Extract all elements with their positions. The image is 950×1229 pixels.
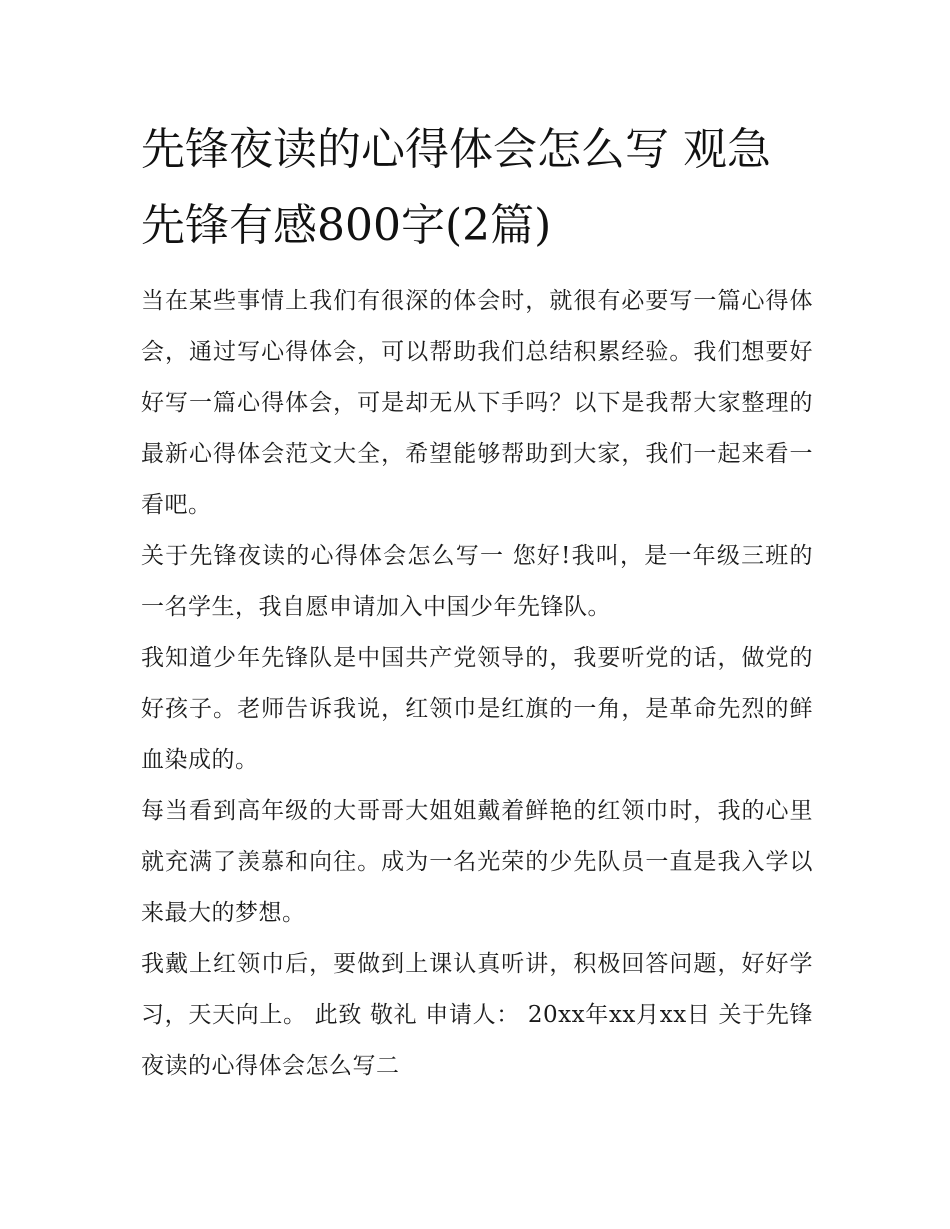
paragraph-3: 每当看到高年级的大哥哥大姐姐戴着鲜艳的红领巾时，我的心里就充满了羡慕和向往。成为一名光荣的少先队员一直是我入学以来最大的梦想。 bbox=[141, 798, 813, 926]
paragraph-2: 我知道少年先锋队是中国共产党领导的，我要听党的话，做党的好孩子。老师告诉我说，红领巾是红旗的一角，是革命先烈的鲜血染成的。 bbox=[141, 645, 813, 773]
paragraph-4: 我戴上红领巾后，要做到上课认真听讲，积极回答问题，好好学习，天天向上。 此致 敬礼 申请人： 20xx年xx月xx日 关于先锋夜读的心得体会怎么写二 bbox=[141, 951, 813, 1079]
document-page bbox=[141, 112, 813, 1092]
paragraph-intro: 当在某些事情上我们有很深的体会时，就很有必要写一篇心得体会，通过写心得体会，可以帮助我们总结积累经验。我们想要好好写一篇心得体会，可是却无从下手吗？以下是我帮大家整理的最新心得体会范文大全，希望能够帮助到大家，我们一起来看一看吧。 bbox=[141, 288, 813, 518]
paragraph-1: 关于先锋夜读的心得体会怎么写一 您好!我叫，是一年级三班的一名学生，我自愿申请加入中国少年先锋队。 bbox=[141, 543, 813, 620]
document-body bbox=[141, 276, 813, 1092]
document-title: 先锋夜读的心得体会怎么写 观急先锋有感800字(2篇) bbox=[141, 124, 771, 251]
